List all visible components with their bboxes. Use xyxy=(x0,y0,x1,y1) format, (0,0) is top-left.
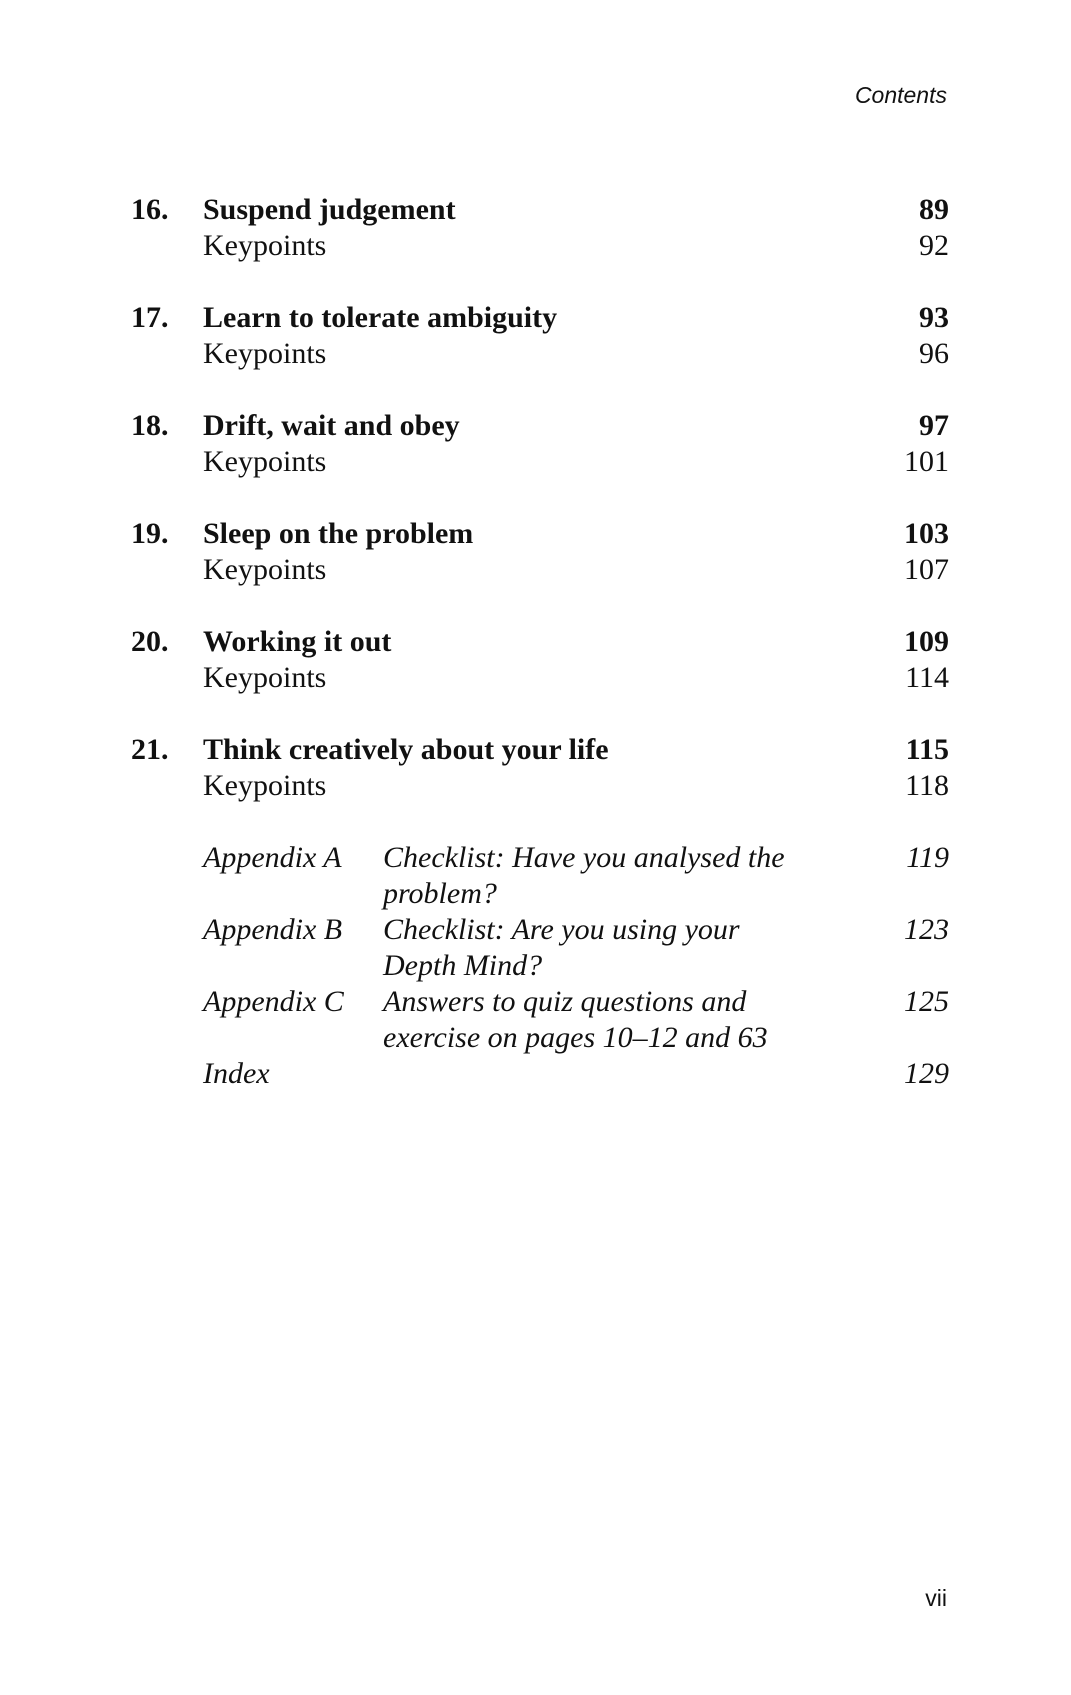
running-head: Contents xyxy=(854,82,947,108)
keypoints-label: Keypoints xyxy=(203,661,327,694)
index-label: Index xyxy=(203,1057,270,1090)
appendix-title xyxy=(383,984,797,1056)
appendix-page: 119 xyxy=(906,841,949,874)
chapter-entry-21 xyxy=(131,732,949,804)
index-entry[interactable] xyxy=(131,1056,949,1092)
appendix-label: Appendix A xyxy=(203,841,342,874)
chapter-number: 16. xyxy=(131,193,169,226)
keypoints-entry[interactable] xyxy=(131,228,949,264)
appendix-entry-c[interactable] xyxy=(131,984,949,1056)
appendix-title-line: Answers to quiz questions and xyxy=(383,985,747,1018)
chapter-heading[interactable] xyxy=(131,300,949,336)
index-page: 129 xyxy=(904,1057,949,1090)
keypoints-page: 92 xyxy=(919,229,949,262)
page-number: vii xyxy=(925,1585,947,1611)
chapter-title: Working it out xyxy=(203,625,392,658)
chapter-page: 115 xyxy=(905,733,949,766)
chapter-number: 17. xyxy=(131,301,169,334)
keypoints-label: Keypoints xyxy=(203,445,327,478)
appendix-title-line: problem? xyxy=(383,877,497,910)
keypoints-entry[interactable] xyxy=(131,444,949,480)
chapter-entry-18 xyxy=(131,408,949,480)
appendix-label: Appendix C xyxy=(203,985,344,1018)
appendix-page: 123 xyxy=(904,913,949,946)
chapter-page: 97 xyxy=(919,409,949,442)
keypoints-page: 114 xyxy=(905,661,949,694)
keypoints-page: 96 xyxy=(919,337,949,370)
keypoints-page: 107 xyxy=(904,553,949,586)
chapter-title: Think creatively about your life xyxy=(203,733,609,766)
chapter-number: 21. xyxy=(131,733,169,766)
keypoints-label: Keypoints xyxy=(203,229,327,262)
chapter-title: Learn to tolerate ambiguity xyxy=(203,301,558,334)
appendix-title-line: Depth Mind? xyxy=(383,949,543,982)
appendix-entry-b[interactable] xyxy=(131,912,949,984)
chapter-heading[interactable] xyxy=(131,732,949,768)
chapter-page: 103 xyxy=(904,517,949,550)
appendix-title-line: exercise on pages 10–12 and 63 xyxy=(383,1021,768,1054)
appendix-title xyxy=(383,912,797,984)
appendix-title xyxy=(383,840,797,912)
chapter-number: 19. xyxy=(131,517,169,550)
chapter-title: Drift, wait and obey xyxy=(203,409,460,442)
keypoints-page: 118 xyxy=(905,769,949,802)
chapter-heading[interactable] xyxy=(131,192,949,228)
chapter-entry-20 xyxy=(131,624,949,696)
appendix-title-line: Checklist: Have you analysed the xyxy=(383,841,785,874)
keypoints-label: Keypoints xyxy=(203,769,327,802)
keypoints-label: Keypoints xyxy=(203,553,327,586)
chapter-title: Sleep on the problem xyxy=(203,517,474,550)
appendix-entry-a[interactable] xyxy=(131,840,949,912)
keypoints-entry[interactable] xyxy=(131,336,949,372)
chapter-number: 20. xyxy=(131,625,169,658)
chapter-entry-16 xyxy=(131,192,949,264)
appendix-title-line: Checklist: Are you using your xyxy=(383,913,740,946)
chapter-entry-19 xyxy=(131,516,949,588)
keypoints-page: 101 xyxy=(904,445,949,478)
table-of-contents xyxy=(131,192,949,1092)
appendix-label: Appendix B xyxy=(203,913,343,946)
chapter-heading[interactable] xyxy=(131,624,949,660)
chapter-page: 89 xyxy=(919,193,949,226)
chapter-heading[interactable] xyxy=(131,408,949,444)
keypoints-entry[interactable] xyxy=(131,552,949,588)
chapter-heading[interactable] xyxy=(131,516,949,552)
chapter-page: 109 xyxy=(904,625,949,658)
keypoints-entry[interactable] xyxy=(131,660,949,696)
keypoints-entry[interactable] xyxy=(131,768,949,804)
appendix-list xyxy=(131,840,949,1092)
chapter-entry-17 xyxy=(131,300,949,372)
chapter-title: Suspend judgement xyxy=(203,193,456,226)
appendix-page: 125 xyxy=(904,985,949,1018)
chapter-number: 18. xyxy=(131,409,169,442)
chapter-page: 93 xyxy=(919,301,949,334)
keypoints-label: Keypoints xyxy=(203,337,327,370)
